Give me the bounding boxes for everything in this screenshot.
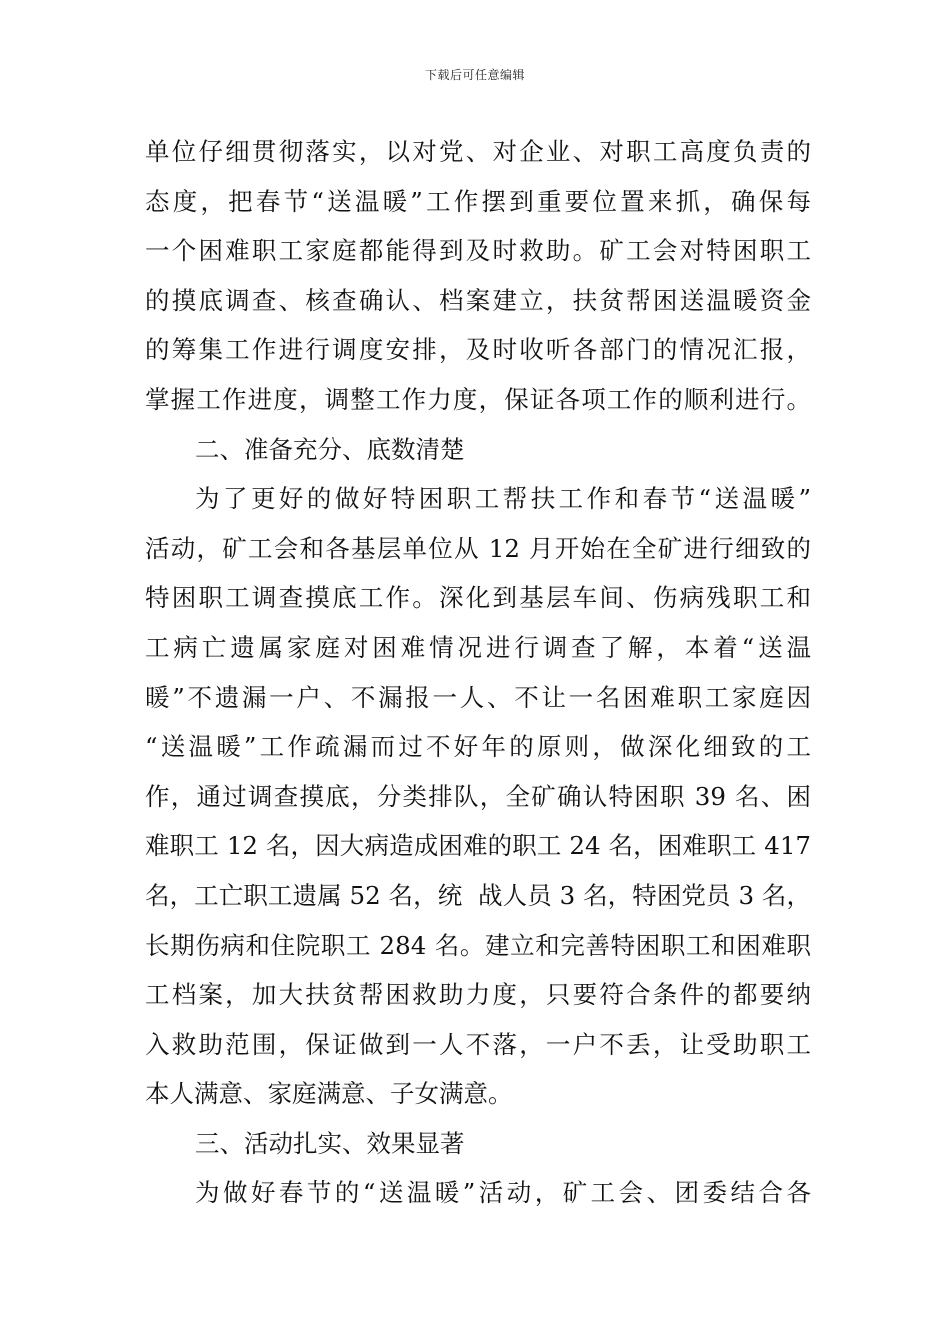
- document-body: [145, 127, 811, 1218]
- body-line: 态度，把春节“送温暖”工作摆到重要位置来抓，确保每: [145, 186, 811, 216]
- body-line: 暖”不遗漏一户、不漏报一人、不让一名困难职工家庭因: [145, 682, 811, 712]
- body-line: 工病亡遗属家庭对困难情况进行调查了解，本着“送温: [145, 632, 811, 662]
- body-line: 长期伤病和住院职工 284 名。建立和完善特困职工和困难职: [145, 930, 811, 960]
- body-line: 的摸底调查、核查确认、档案建立，扶贫帮困送温暖资金: [145, 285, 811, 315]
- body-line: 单位仔细贯彻落实，以对党、对企业、对职工高度负责的: [145, 137, 811, 166]
- body-line: 掌握工作进度，调整工作力度，保证各项工作的顺利进行。: [145, 384, 811, 414]
- body-line: “送温暖”工作疏漏而过不好年的原则，做深化细致的工: [145, 732, 811, 762]
- body-line: 难职工 12 名，因大病造成困难的职工 24 名，困难职工 417: [145, 831, 811, 861]
- body-line: 工档案，加大扶贫帮困救助力度，只要符合条件的都要纳: [145, 980, 811, 1010]
- body-line: 本人满意、家庭满意、子女满意。: [145, 1079, 513, 1109]
- body-line: 名，工亡职工遗属 52 名，统 战人员 3 名，特困党员 3 名，: [145, 880, 811, 910]
- body-line: 作，通过调查摸底，分类排队，全矿确认特困职 39 名、困: [145, 781, 811, 811]
- section-heading: 三、活动扎实、效果显著: [195, 1128, 465, 1158]
- section-heading: 二、准备充分、底数清楚: [195, 434, 465, 464]
- body-line: 活动，矿工会和各基层单位从 12 月开始在全矿进行细致的: [145, 533, 811, 563]
- body-line: 为了更好的做好特困职工帮扶工作和春节“送温暖”: [195, 484, 811, 514]
- body-line: 一个困难职工家庭都能得到及时救助。矿工会对特困职工: [145, 236, 811, 266]
- body-line: 特困职工调查摸底工作。深化到基层车间、伤病残职工和: [145, 583, 811, 613]
- page-header-note: 下载后可任意编辑: [424, 68, 525, 82]
- body-line: 入救助范围，保证做到一人不落，一户不丢，让受助职工: [145, 1029, 811, 1059]
- body-line: 为做好春节的“送温暖”活动，矿工会、团委结合各: [195, 1178, 811, 1208]
- body-line: 的筹集工作进行调度安排，及时收听各部门的情况汇报，: [145, 335, 811, 365]
